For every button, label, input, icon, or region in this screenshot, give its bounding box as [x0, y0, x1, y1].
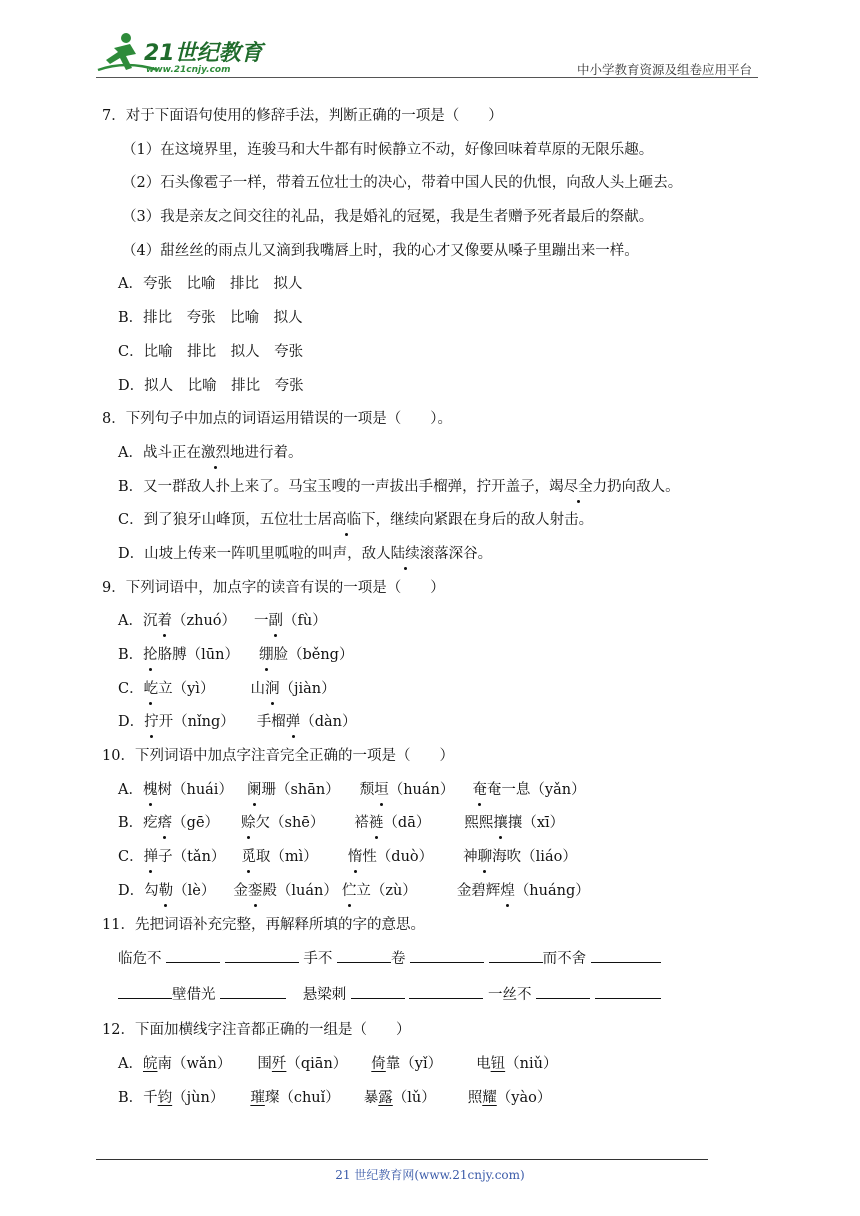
q10-a3-pre: 颓 — [359, 781, 375, 798]
q9-d2-pinyin: （dàn） — [300, 714, 357, 731]
q9-option-d[interactable] — [96, 710, 758, 744]
q10-b3-text: （dā） — [383, 815, 431, 832]
question-list — [96, 104, 758, 1119]
q9-b-pinyin: 胳膊（lūn） — [157, 647, 239, 663]
q10-c4-dotted: 聊 — [478, 845, 493, 869]
q9-a-dotted-char: 着 — [157, 609, 172, 633]
q9-a2-dotted-char: 副 — [269, 609, 284, 633]
q10-c3-text: 性（duò） — [362, 849, 434, 866]
q10-option-c[interactable] — [96, 845, 758, 879]
q7-option-c[interactable]: C．比喻 排比 拟人 夸张 — [118, 343, 304, 360]
q9-option-c[interactable] — [96, 677, 758, 711]
q10-d3-dotted: 伫 — [342, 879, 357, 903]
q12-option-a[interactable] — [96, 1052, 758, 1086]
q11-word-6: 一丝不 — [488, 987, 532, 1004]
q8-option-b[interactable] — [96, 475, 758, 509]
q8-d-text-end: 滚落深谷。 — [419, 545, 493, 562]
q12-b4-underlined: 耀 — [482, 1089, 497, 1106]
q11-word-4: 壁借光 — [172, 987, 216, 1004]
q11-row-2 — [96, 982, 758, 1018]
q11-blank-11[interactable] — [536, 982, 590, 999]
q9-a2-pinyin: （fù） — [283, 613, 327, 630]
q11-blank-9[interactable] — [351, 982, 405, 999]
q10-b1-dotted: 瘩 — [158, 811, 173, 835]
q7-option-a[interactable]: A．夸张 比喻 排比 拟人 — [118, 276, 303, 293]
q10-a3-text: （huán） — [388, 781, 455, 798]
q10-b3-pre: 褡 — [354, 815, 369, 832]
q12-b3-text: （lǔ） — [392, 1089, 436, 1106]
q10-b-label: B． — [118, 815, 144, 832]
q10-c4-pre: 神 — [463, 849, 478, 866]
q11-blank-10[interactable] — [409, 982, 483, 999]
q8-a-text: A．战斗正在 — [118, 444, 201, 461]
header-divider — [96, 77, 758, 78]
q10-a2-text: 珊（shān） — [261, 781, 340, 798]
q12-a3-text: 靠（yǐ） — [385, 1055, 443, 1072]
q9-a-prefix: A．沉 — [118, 613, 158, 630]
logo-url: www.21cnjy.com — [146, 65, 231, 75]
q12-b1-text: （jùn） — [172, 1089, 225, 1106]
q10-c1-text: 子（tǎn） — [158, 849, 226, 866]
q7-sentence-1: （1）在这境界里，连骏马和大牛都有时候静立不动，好像回味着草原的无限乐趣。 — [122, 141, 654, 158]
q12-b2-text: 璨（chuǐ） — [264, 1089, 340, 1106]
q10-c3-dotted: 惰 — [348, 845, 363, 869]
q10-b2-dotted: 赊 — [241, 811, 256, 835]
q10-c1-dotted: 掸 — [144, 845, 159, 869]
q10-d-label: D． — [118, 882, 145, 899]
q7-sentence-3: （3）我是亲友之间交往的礼品，我是婚礼的冠冕，我是生者赠予死者最后的祭献。 — [122, 209, 654, 226]
q9-b2-dotted-char: 绷 — [259, 643, 274, 667]
q8-c-text: C．到了狼牙山峰顶，五位壮士 — [118, 512, 318, 529]
q12-b4-pre: 照 — [467, 1089, 483, 1106]
q9-d-prefix: D． — [118, 714, 145, 731]
q11-word-5: 悬梁刺 — [302, 987, 347, 1004]
q9-b-dotted-char: 抡 — [143, 643, 158, 667]
q9-d2-dotted-char: 弹 — [286, 710, 301, 734]
q11-stem: 11．先把词语补充完整，再解释所填的字的意思。 — [102, 916, 425, 933]
footer-divider — [96, 1159, 708, 1160]
q11-blank-7[interactable] — [118, 982, 172, 999]
q8-b-dotted-word: 竭尽全力 — [549, 475, 607, 499]
q9-c2-dotted-char: 涧 — [265, 677, 280, 701]
q9-b2-pinyin: 脸（běng） — [273, 647, 354, 663]
q9-a2-prefix: 一 — [254, 613, 269, 630]
q10-c2-text: 取（mì） — [255, 849, 318, 866]
q11-blank-5[interactable] — [489, 946, 543, 963]
q12-a4-pre: 电 — [476, 1055, 491, 1072]
q7-option-d[interactable]: D．拟人 比喻 排比 夸张 — [118, 377, 304, 394]
q12-a-label: A． — [118, 1055, 143, 1072]
q8-a-text-end: 地进行着。 — [229, 444, 303, 461]
q12-b1-underlined: 钧 — [157, 1089, 173, 1106]
q11-word-3: 而不舍 — [542, 951, 587, 968]
q8-b-text-end: 扔向敌人。 — [607, 478, 680, 495]
q8-d-text: D．山坡上传来一阵叽里呱啦的叫声，敌人 — [118, 545, 391, 562]
site-logo — [96, 30, 266, 76]
q9-c2-pinyin: （jiàn） — [279, 680, 336, 697]
q12-b-label: B．千 — [118, 1089, 158, 1106]
q12-a3-underlined: 倚 — [371, 1055, 386, 1072]
q10-b3-dotted: 裢 — [369, 811, 384, 835]
q10-b4-text: 攘（xī） — [507, 815, 565, 832]
q10-d2-text: 殿（luán） — [262, 882, 338, 899]
q12-a4-underlined: 钮 — [490, 1055, 506, 1072]
q9-c2-prefix: 山 — [250, 680, 265, 697]
q10-d2-pre: 金 — [233, 882, 248, 899]
q8-c-dotted-word: 居高临下 — [318, 508, 376, 532]
q8-option-a[interactable] — [96, 441, 758, 475]
q11-blank-4[interactable] — [410, 946, 484, 963]
q10-d4-text: （huáng） — [514, 882, 590, 899]
header-tagline: 中小学教育资源及组卷应用平台 — [576, 62, 752, 77]
q12-a1-underlined: 皖 — [142, 1055, 158, 1072]
q10-a2-dotted: 阑 — [247, 778, 262, 802]
q12-a2-text: （qiān） — [286, 1055, 348, 1072]
q10-b1-pre: 疙 — [143, 815, 158, 832]
q8-a-dotted-word: 激烈 — [201, 441, 230, 465]
q9-option-a[interactable] — [96, 609, 758, 643]
q11-blank-6[interactable] — [591, 946, 661, 963]
q8-d-dotted-word: 陆续 — [391, 542, 420, 566]
q10-a1-dotted: 槐 — [143, 778, 158, 802]
q10-d2-dotted: 銮 — [248, 879, 263, 903]
q8-b-text: B．又一群敌人扑上来了。马宝玉嗖的一声拔出手榴弹，拧开盖子， — [118, 478, 550, 495]
q10-c2-dotted: 觅 — [241, 845, 256, 869]
q10-d1-text: （lè） — [173, 882, 216, 899]
q8-c-text-end: ，继续向紧跟在身后的敌人射击。 — [375, 512, 594, 529]
q10-b4-dotted: 攘 — [493, 811, 508, 835]
q7-sentence-4: （4）甜丝丝的雨点儿又滴到我嘴唇上时，我的心才又像要从嗓子里蹦出来一样。 — [122, 242, 639, 259]
q9-d-dotted-char: 拧 — [144, 710, 159, 734]
q12-stem: 12．下面加横线字注音都正确的一组是（ ） — [102, 1022, 411, 1039]
q9-option-b[interactable] — [96, 643, 758, 677]
q12-a4-text: （niǔ） — [505, 1055, 558, 1072]
q10-a1-text: 树（huái） — [157, 781, 233, 798]
q10-d1-pre: 勾 — [144, 882, 159, 899]
q12-b4-text: （yào） — [496, 1089, 552, 1106]
q12-b3-underlined: 露 — [378, 1089, 393, 1106]
q7-stem: 7．对于下面语句使用的修辞手法，判断正确的一项是（ ） — [102, 108, 503, 124]
q11-blank-1[interactable] — [166, 946, 220, 963]
q8-option-d[interactable] — [96, 542, 758, 576]
q10-d4-dotted: 煌 — [500, 879, 515, 903]
q12-option-b[interactable] — [96, 1086, 758, 1120]
footer-text[interactable]: 21 世纪教育网(www.21cnjy.com) — [335, 1168, 525, 1182]
q11-word-2: 手不 — [303, 951, 333, 968]
q10-option-a[interactable] — [96, 778, 758, 812]
q11-word-1: 临危不 — [118, 951, 162, 968]
q9-d2-prefix: 手榴 — [256, 714, 286, 731]
q12-b3-pre: 暴 — [363, 1089, 379, 1106]
q10-a-label: A． — [118, 781, 143, 798]
q10-option-b[interactable] — [96, 811, 758, 845]
q9-a-pinyin: （zhuó） — [171, 613, 237, 630]
q11-blank-3[interactable] — [337, 946, 391, 963]
q10-d3-text: 立（zù） — [356, 882, 417, 899]
q12-a2-underlined: 歼 — [271, 1055, 287, 1072]
q11-word-2-end: 卷 — [390, 951, 406, 968]
q7-option-b[interactable]: B．排比 夸张 比喻 拟人 — [118, 310, 303, 327]
q10-option-d[interactable] — [96, 879, 758, 913]
q10-b4-pre: 熙熙 — [464, 815, 494, 832]
q9-c-dotted-char: 屹 — [144, 677, 159, 701]
q9-stem: 9．下列词语中，加点字的读音有误的一项是（ ） — [102, 579, 445, 596]
q9-c-pinyin: 立（yì） — [158, 680, 215, 697]
q9-d-pinyin: 开（nǐng） — [158, 714, 235, 731]
q10-a4-text: 奄一息（yǎn） — [486, 781, 586, 798]
q11-blank-12[interactable] — [595, 982, 661, 999]
q10-d4-pre: 金碧辉 — [456, 882, 501, 899]
q8-stem: 8．下列句子中加点的词语运用错误的一项是（ ）。 — [102, 411, 452, 428]
q10-a4-dotted: 奄 — [472, 778, 487, 802]
q12-a2-pre: 围 — [257, 1055, 272, 1072]
q10-d1-dotted: 勒 — [159, 879, 174, 903]
q9-b-prefix: B． — [118, 647, 144, 663]
q11-blank-8[interactable] — [220, 982, 286, 999]
logo-text: 21世纪教育 — [144, 41, 263, 66]
page-header — [96, 30, 758, 80]
q10-c-label: C． — [118, 849, 144, 866]
q7-sentence-2: （2）石头像雹子一样，带着五位壮士的决心，带着中国人民的仇恨，向敌人头上砸去。 — [122, 175, 683, 192]
q12-a1-text: 南（wǎn） — [157, 1055, 232, 1072]
q11-row-1 — [96, 946, 758, 982]
q11-blank-2[interactable] — [225, 946, 299, 963]
q8-option-c[interactable] — [96, 508, 758, 542]
q10-c4-text: 海吹（liáo） — [492, 849, 577, 866]
q12-b2-underlined: 璀 — [250, 1089, 265, 1106]
q10-stem: 10．下列词语中加点字注音完全正确的一项是（ ） — [102, 748, 454, 765]
q9-c-prefix: C． — [118, 680, 144, 697]
q10-b2-text: 欠（shē） — [255, 815, 325, 832]
q10-a3-dotted: 垣 — [374, 778, 389, 802]
q10-b1-text: （gē） — [172, 815, 220, 832]
